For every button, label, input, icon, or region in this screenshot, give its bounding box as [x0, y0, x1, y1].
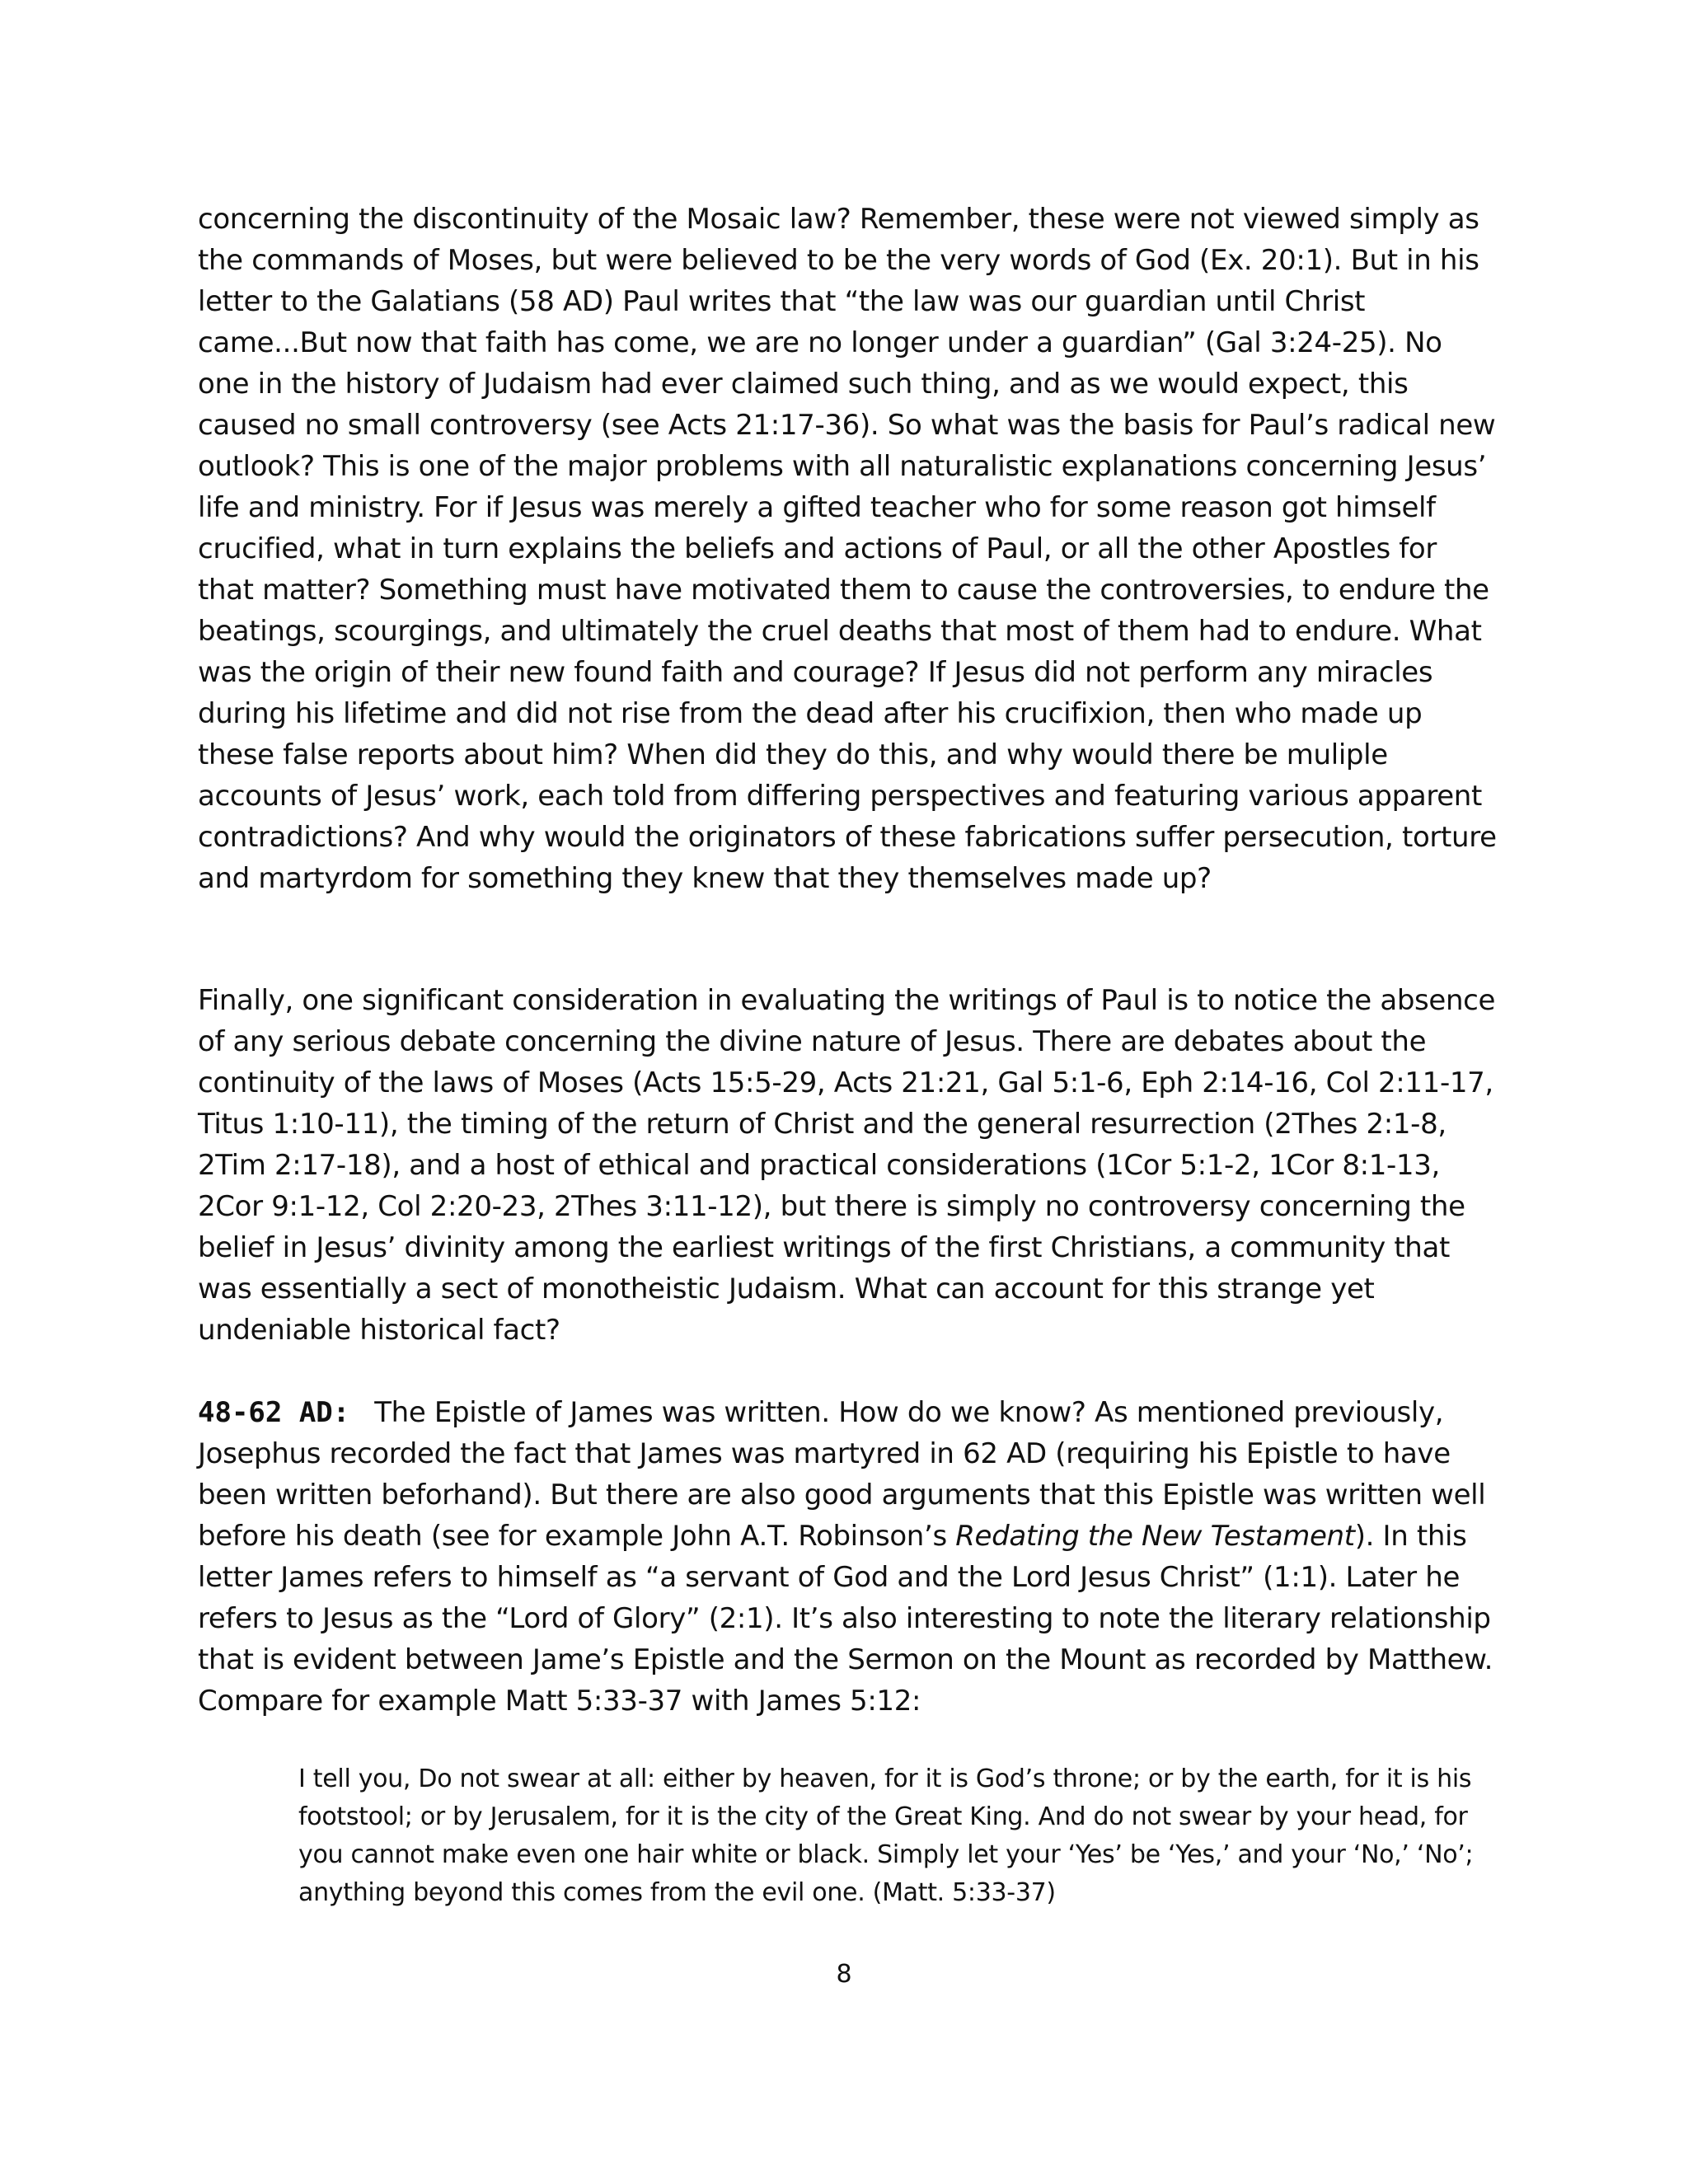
page-number: 8 [836, 1960, 852, 1989]
scripture-blockquote: I tell you, Do not swear at all: either by heaven, for it is God’s throne; or by the earth, for it is his footstool; or by Jerusalem, for it is the city of the Great King. And do not swear by your head, for you cannot make even one hair white or black. Simply let your ‘Yes’ be ‘Yes,’ and your ‘No,’ ‘No’; anything beyond this comes from the evil one. (Matt. 5:33-37) [298, 1765, 1474, 1907]
paragraph-3-text-part-2: ). In this letter James refers to himself as “a servant of God and the Lord Jesus Christ” (1:1). Later he refers to Jesus as the “Lord of Glory” (2:1). It’s also interesting to note the literary relationship that is evident between Jame’s Epistle and the Sermon on the Mount as recorded by Matthew. Compare for example Matt 5:33-37 with James 5:12: [198, 1520, 1493, 1718]
paragraph-3-text-part-1: The Epistle of James was written. How do we know? As mentioned previously, Josephus recorded the fact that James was martyred in 62 AD (requiring his Epistle to have been written beforhand). But there are also good arguments that this Epistle was written well before his death (see for example John A.T. Robinson’s [198, 1396, 1486, 1553]
body-paragraph-1: concerning the discontinuity of the Mosaic law? Remember, these were not viewed simply as the commands of Moses, but were believed to be the very words of God (Ex. 20:1). But in his letter to the Galatians (58 AD) Paul writes that “the law was our guardian until Christ came...But now that faith has come, we are no longer under a guardian” (Gal 3:24-25). No one in the history of Judaism had ever claimed such thing, and as we would expect, this caused no small controversy (see Acts 21:17-36). So what was the basis for Paul’s radical new outlook? This is one of the major problems with all naturalistic explanations concerning Jesus’ life and ministry. For if Jesus was merely a gifted teacher who for some reason got himself crucified, what in turn explains the beliefs and actions of Paul, or all the other Apostles for that matter? Something must have motivated them to cause the controversies, to endure the beatings, scourgings, and ultimately the cruel deaths that most of them had to endure. What was the origin of their new found faith and courage? If Jesus did not perform any miracles during his lifetime and did not rise from the dead after his crucifixion, then who made up these false reports about him? When did they do this, and why would there be muliple accounts of Jesus’ work, each told from differing perspectives and featuring various apparent contradictions? And why would the originators of these fabrications suffer persecution, torture and martyrdom for something they knew that they themselves made up? [198, 203, 1497, 895]
book-title-italic: Redating the New Testament [955, 1520, 1355, 1553]
date-heading: 48-62 AD: [198, 1396, 350, 1429]
body-paragraph-2: Finally, one significant consideration in evaluating the writings of Paul is to notice the absence of any serious debate concerning the divine nature of Jesus. There are debates about the continuity of the laws of Moses (Acts 15:5-29, Acts 21:21, Gal 5:1-6, Eph 2:14-16, Col 2:11-17, Titus 1:10-11), the timing of the return of Christ and the general resurrection (2Thes 2:1-8, 2Tim 2:17-18), and a host of ethical and practical considerations (1Cor 5:1-2, 1Cor 8:1-13, 2Cor 9:1-12, Col 2:20-23, 2Thes 3:11-12), but there is simply no controversy concerning the belief in Jesus’ divinity among the earliest writings of the first Christians, a community that was essentially a sect of monotheistic Judaism. What can account for this strange yet undeniable historical fact? [198, 984, 1496, 1347]
body-paragraph-3 [198, 1392, 1500, 1722]
